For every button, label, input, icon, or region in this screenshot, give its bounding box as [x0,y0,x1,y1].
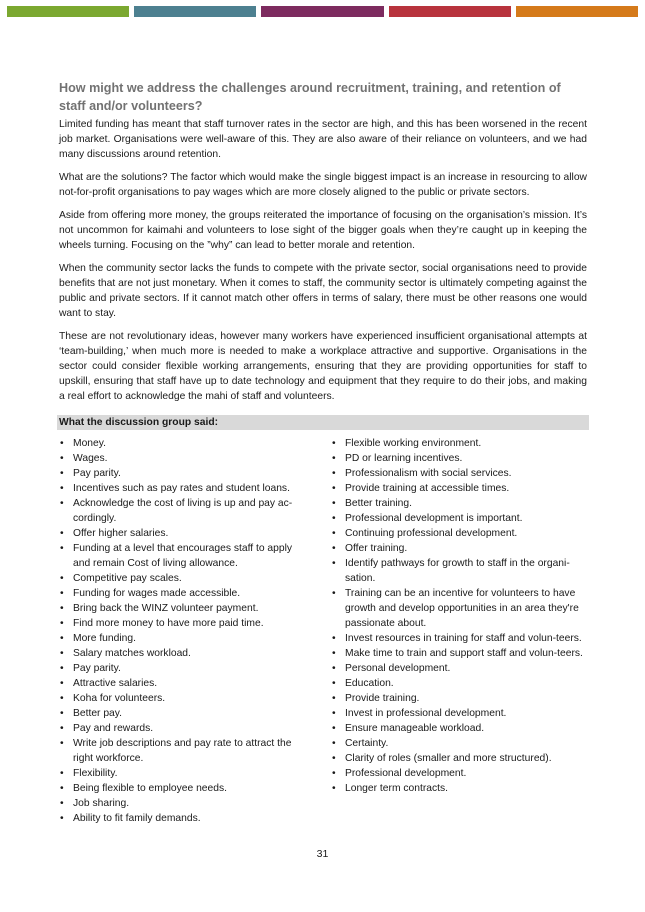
paragraph: When the community sector lacks the funds to compete with the private sector, social organisations need to provide benefits that are not just monetary. When it comes to staff, the community sector is ultimately competing against the public and private sectors. If it cannot match other offers in terms of salary, there must be other reasons one would want to stay. [59,262,587,319]
list-item: • Invest in professional development. [331,706,589,721]
list-item: • Offer training. [331,541,589,556]
list-item: • Training can be an incentive for volunteers to have growth and develop opportunities in an area they're passionate about. [331,586,589,631]
list-item: • PD or learning incentives. [331,451,589,466]
page-number: 31 [316,848,329,860]
color-bar-strip [7,6,638,17]
list-item: • Certainty. [331,736,589,751]
list-item: • Money. [59,436,311,451]
color-bar-3 [261,6,383,17]
list-item: • Offer higher salaries. [59,526,311,541]
list-item: • More funding. [59,631,311,646]
list-item: • Longer term contracts. [331,781,589,796]
list-item: • Job sharing. [59,796,311,811]
list-item: • Flexible working environment. [331,436,589,451]
color-bar-5 [516,6,638,17]
list-item: • Funding for wages made accessible. [59,586,311,601]
body-text [59,117,587,412]
paragraph: Aside from offering more money, the groups reiterated the importance of focusing on the organisation’s mission. It’s not uncommon for kaimahi and volunteers to lose sight of the bigger goals when they’re caught up in keeping the wheels turning. Focusing on the ”why” can lead to better morale and retention. [59,209,587,251]
list-item: • Pay parity. [59,661,311,676]
paragraph: Limited funding has meant that staff turnover rates in the sector are high, and this has been worsened in the recent job market. Organisations were well-aware of this. They are also aware of their reliance on volunteers, and we had many discussions around retention. [59,119,587,161]
list-item: • Better pay. [59,706,311,721]
list-item: • Incentives such as pay rates and student loans. [59,481,311,496]
paragraph: What are the solutions? The factor which would make the single biggest impact is an increase in resourcing to allow not-for-profit organisations to pay wages which are more closely aligned to the public or private sectors. [59,171,587,198]
color-bar-4 [389,6,511,17]
list-item: • Provide training. [331,691,589,706]
list-item: • Professional development. [331,766,589,781]
list-item: • Education. [331,676,589,691]
list-item: • Find more money to have more paid time. [59,616,311,631]
list-item: • Bring back the WINZ volunteer payment. [59,601,311,616]
list-item: • Ability to fit family demands. [59,811,311,826]
list-item: • Competitive pay scales. [59,571,311,586]
list-item: • Flexibility. [59,766,311,781]
list-item: • Koha for volunteers. [59,691,311,706]
list-item: • Acknowledge the cost of living is up and pay ac-cordingly. [59,496,311,526]
section-heading: How might we address the challenges around recruitment, training, and retention of staff and/or volunteers? [59,81,561,113]
list-item: • Provide training at accessible times. [331,481,589,496]
list-item: • Salary matches workload. [59,646,311,661]
list-item: • Clarity of roles (smaller and more structured). [331,751,589,766]
list-item: • Being flexible to employee needs. [59,781,311,796]
list-item: • Identify pathways for growth to staff in the organi-sation. [331,556,589,586]
list-item: • Pay parity. [59,466,311,481]
list-item: • Write job descriptions and pay rate to attract the right workforce. [59,736,311,766]
color-bar-2 [134,6,256,17]
list-item: • Personal development. [331,661,589,676]
list-item: • Continuing professional development. [331,526,589,541]
list-item: • Invest resources in training for staff and volun-teers. [331,631,589,646]
list-item: • Professionalism with social services. [331,466,589,481]
list-item: • Professional development is important. [331,511,589,526]
list-item: • Make time to train and support staff and volun-teers. [331,646,589,661]
list-item: • Funding at a level that encourages staff to apply and remain Cost of living allowance. [59,541,311,571]
discussion-list-right [331,436,589,796]
discussion-list-left [59,436,311,826]
list-item: • Wages. [59,451,311,466]
list-item: • Attractive salaries. [59,676,311,691]
list-item: • Ensure manageable workload. [331,721,589,736]
color-bar-1 [7,6,129,17]
discussion-header: What the discussion group said: [57,415,589,430]
list-item: • Pay and rewards. [59,721,311,736]
list-item: • Better training. [331,496,589,511]
paragraph: These are not revolutionary ideas, however many workers have experienced insufficient organisational attempts at ‘team-building,’ when much more is needed to make a workplace attractive and supportive. Organisations in the sector could consider flexible working arrangements, ensuring that they are providing opportunities for staff to upskill, ensuring that staff have up to date technology and equipment that they require to do their jobs, and making a real effort to acknowledge the mahi of staff and volunteers. [59,330,587,402]
